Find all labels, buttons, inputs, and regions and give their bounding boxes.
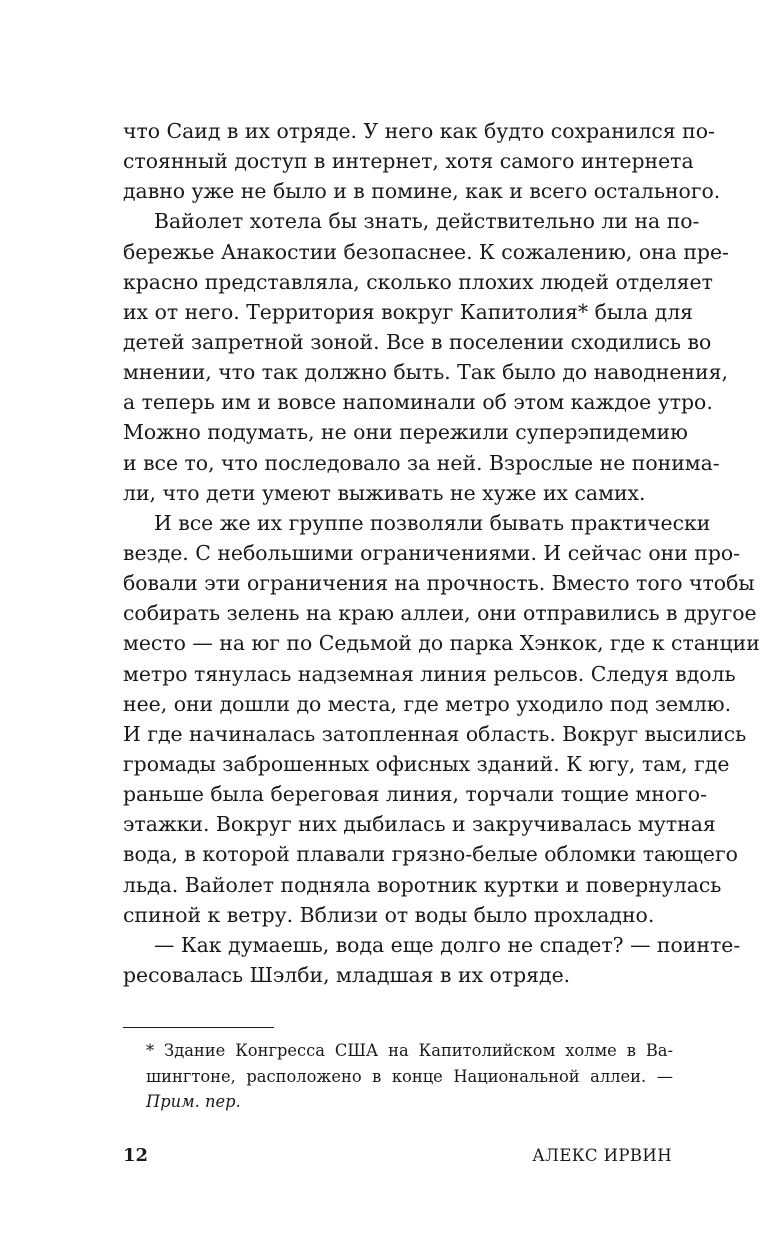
text-line: — Как думаешь, вода еще долго не спадет? — поинте- [154,932,741,957]
page-number: 12 [123,1145,149,1166]
text-line: и все то, что последовало за ней. Взрослые не понима- [123,450,720,475]
text-line: Можно подумать, не они пережили суперэпидемию [123,420,688,445]
text-line: льда. Вайолет подняла воротник куртки и повернулась [123,872,722,897]
text-line: И где начиналась затопленная область. Вокруг высились [123,721,747,746]
text-line: метро тянулась надземная линия рельсов. Следуя вдоль [123,661,736,686]
text-line: вода, в которой плавали грязно-белые обломки тающего [123,842,738,867]
text-line: а теперь им и вовсе напоминали об этом каждое утро. [123,390,713,415]
text-line: громады заброшенных офисных зданий. К югу, там, где [123,751,730,776]
text-line: собирать зелень на краю аллеи, они отправились в другое [123,601,757,626]
footnote-line: * Здание Конгресса США на Капитолийском холме в Ва- [146,1041,673,1060]
text-line: красно представляла, сколько плохих людей отделяет [123,269,713,294]
body-text [123,116,760,990]
text-line: спиной к ветру. Вблизи от воды было прохладно. [123,902,655,927]
text-line: этажки. Вокруг них дыбилась и закручивалась мутная [123,812,716,837]
text-line: И все же их группе позволяли бывать практически [154,510,711,535]
text-line: нее, они дошли до места, где метро уходило под землю. [123,691,732,716]
footnote [123,1038,673,1115]
footnote-separator [123,1027,274,1028]
text-line: стоянный доступ в интернет, хотя самого интернета [123,149,694,174]
text-line: мнении, что так должно быть. Так было до наводнения, [123,360,728,385]
text-line: их от него. Территория вокруг Капитолия* была для [123,299,694,324]
text-line: везде. С небольшими ограничениями. И сейчас они про- [123,540,741,565]
footnote-line: шингтоне, расположено в конце Национальной аллеи. — [146,1066,673,1086]
text-line: бережье Анакостии безопаснее. К сожалению, она пре- [123,239,729,264]
text-line: бовали эти ограничения на прочность. Вместо того чтобы [123,571,755,596]
running-footer-author: АЛЕКС ИРВИН [532,1146,672,1165]
text-line: Вайолет хотела бы знать, действительно ли на по- [154,209,700,234]
text-line: место — на юг по Седьмой до парка Хэнкок, где к станции [123,631,760,656]
text-line: ли, что дети умеют выживать не хуже их самих. [123,480,646,505]
text-line: что Саид в их отряде. У него как будто сохранился по- [123,119,715,143]
text-line: детей запретной зоной. Все в поселении сходились во [123,329,712,354]
text-line: ресовалась Шэлби, младшая в их отряде. [123,962,571,987]
text-line: давно уже не было и в помине, как и всего остального. [123,179,721,204]
text-line: раньше была береговая линия, торчали тощие много- [123,782,707,807]
footnote-line: Прим. пер. [146,1092,241,1111]
